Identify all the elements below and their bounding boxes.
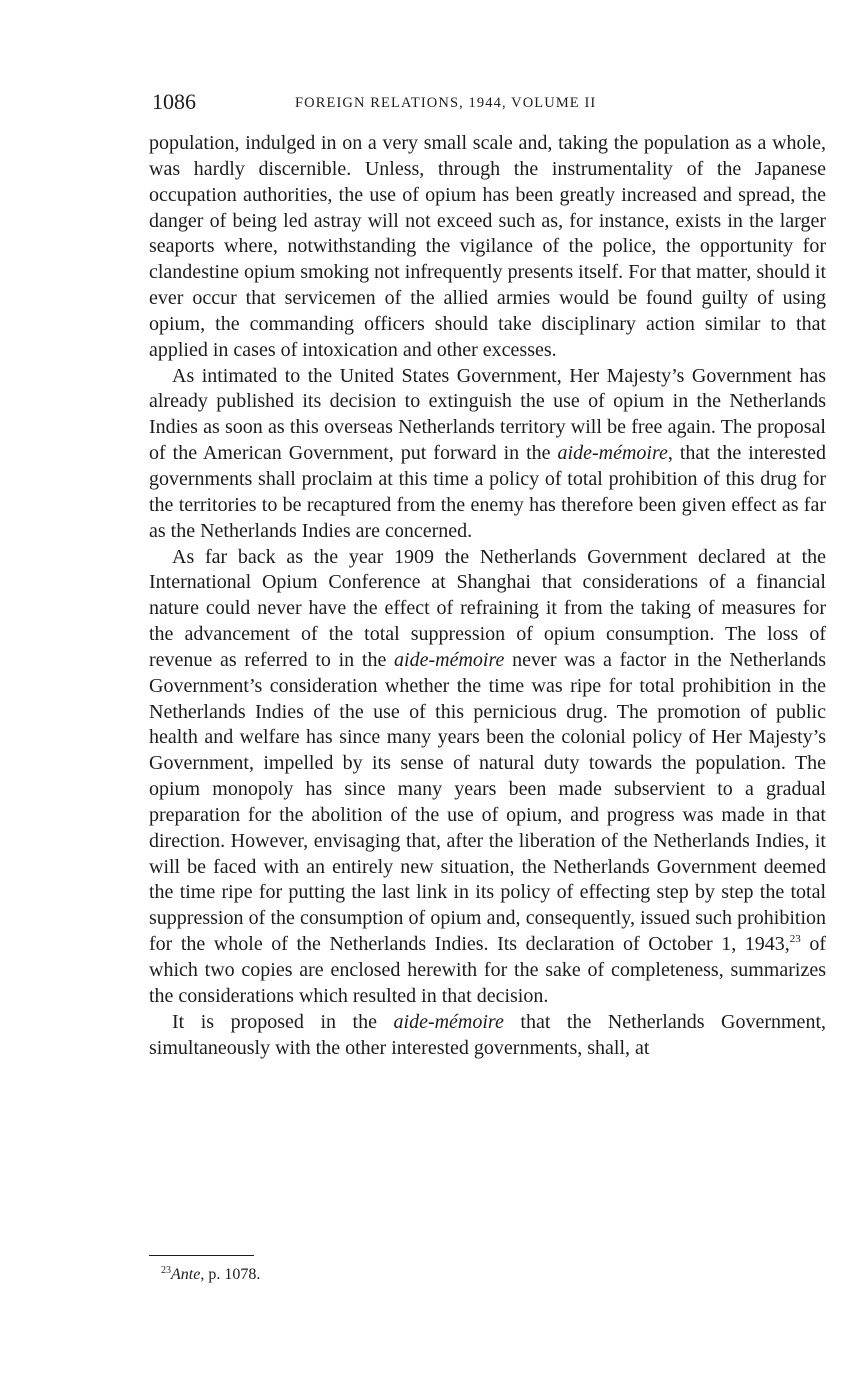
paragraph-2-text-a: As intimated to the United States Government, Her Majesty’s Government has already published its decision to extinguish the use of opium in the Netherlands Indies as soon as this overseas Netherlands territory will be free again. The proposal of the American Government, put forward in the [149,364,826,465]
paragraph-4 [149,1010,826,1062]
paragraph-3-text-b: never was a factor in the Netherlands Government’s consideration whether the time was ripe for total prohibition in the Netherlands Indies of the use of this pernicious drug. The promotion of public health and welfare has since many years been the colonial policy of Her Majesty’s Government, impelled by its sense of natural duty towards the population. The opium monopoly has since many years been made subservient to a gradual preparation for the abolition of the use of opium, and progress was made in that direction. However, envisaging that, after the liberation of the Netherlands Indies, it will be faced with an entirely new situation, the Netherlands Government deemed the time ripe for putting the last link in its policy of effecting step by step the total suppression of the consumption of opium and, consequently, issued such prohibition for the whole of the Netherlands Indies. Its declaration of October 1, 1943, [149,648,826,956]
paragraph-3 [149,545,826,1010]
footnote-mark: 23 [161,1265,171,1276]
paragraph-1 [149,131,826,364]
footnote-reference[interactable]: 23 [789,933,801,946]
footnote-title: Ante [171,1266,201,1283]
paragraph-3-text-a: As far back as the year 1909 the Netherlands Government declared at the International Opium Conference at Shanghai that considerations of a financial nature could never have the effect of refraining it from the taking of measures for the advancement of the total suppression of opium consumption. The loss of revenue as referred to in the [149,545,826,671]
footnote-divider [149,1255,254,1256]
paragraph-1-text: population, indulged in on a very small scale and, taking the population as a whole, was hardly discernible. Unless, through the instrumentality of the Japanese occupation authorities, the use of opium has been greatly increased and spread, the danger of being led astray will not exceed such as, for instance, exists in the larger seaports where, notwithstanding the vigilance of the police, the opportunity for clandestine opium smoking not infrequently presents itself. For that matter, should it ever occur that servicemen of the allied armies would be found guilty of using opium, the commanding officers should take disciplinary action similar to that applied in cases of intoxication and other excesses. [149,132,826,361]
paragraph-4-text-b: that the Netherlands Government, simultaneously with the other interested governments, shall, at [149,1010,826,1059]
footnote [161,1264,260,1286]
page-header [150,86,825,118]
running-head: FOREIGN RELATIONS, 1944, VOLUME II [295,95,597,111]
aide-memoire-italic: aide-mémoire [557,442,668,465]
paragraph-2-text-b: , that the interested governments shall proclaim at this time a policy of total prohibition of this drug for the territories to be recaptured from the enemy has therefore been given effect as far as the Netherlands Indies are concerned. [149,442,826,542]
aide-memoire-italic: aide-mémoire [394,648,505,671]
body-text [149,131,826,1061]
aide-memoire-italic: aide-mémoire [393,1010,504,1033]
paragraph-2 [149,364,826,545]
page-number: 1086 [152,89,196,114]
paragraph-4-text-a: It is proposed in the [172,1010,394,1033]
paragraph-3-text-c: of which two copies are enclosed herewith for the sake of completeness, summarizes the considerations which resulted in that decision. [149,933,826,1007]
footnote-text: , p. 1078. [200,1266,261,1283]
